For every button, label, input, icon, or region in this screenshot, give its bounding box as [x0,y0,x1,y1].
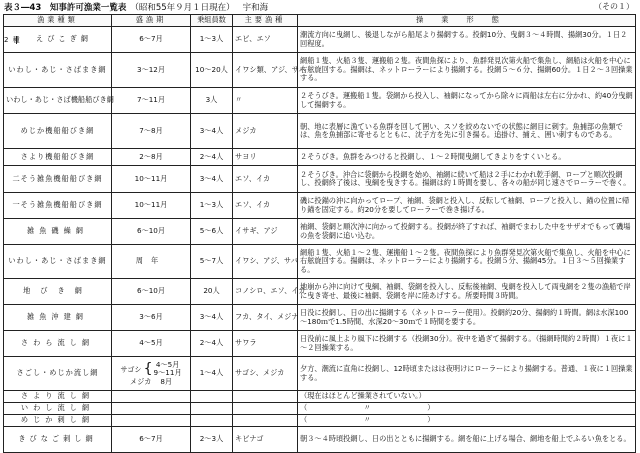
fishery-type: きびなご刺し網 [4,427,112,453]
main-catch: サヨリ [233,149,298,166]
table-row [4,166,636,193]
crew-count [191,403,233,415]
table-row [4,245,636,279]
operation-description: （現在はほとんど操業されていない。） [298,391,636,403]
operation-description: ２そうびき。魚群をみつけると投網し、１～２時間曳網してきよりをすくいとる。 [298,149,636,166]
season [112,391,191,403]
title-text: 表３―43 知事許可漁業一覧表 [4,3,127,13]
col-period: 盛漁期 [112,15,191,27]
crew-count: 2～4人 [191,331,233,357]
table-row [4,193,636,219]
table-row [4,305,636,331]
operation-description: 網船１隻、火船１～２隻、運搬船１～２隻。夜間魚探により魚群発見次第火船で集魚し、火船を中心に右舷旋回する。揚網は、ネットローラーにより揚網する。投網５分、揚網45分。１日３～５回操業する。 [298,245,636,279]
season: 6～10月 [112,219,191,245]
season: 10～11月 [112,166,191,193]
table-row [4,219,636,245]
season-split [114,361,188,386]
main-catch: フカ、タイ、メジナ [233,305,298,331]
fishery-type: 二そう雑魚機船船びき網 [4,166,112,193]
crew-count: 3～4人 [191,114,233,149]
table-row [4,27,636,53]
col-type: 漁業種類 [4,15,112,27]
season: 2～8月 [112,149,191,166]
col-fish: 主要漁種 [233,15,298,27]
table-row [4,427,636,453]
table-row [4,403,636,415]
main-catch: イサギ、アジ [233,219,298,245]
fishery-type: 地びき網 [4,279,112,305]
season-label-sagoshi: サゴシ [120,364,142,374]
paren-open: （ [300,415,308,425]
crew-count: 1～3人 [191,193,233,219]
main-catch: エソ、イカ [233,166,298,193]
season-sagoshi-1: 4～5月 [155,360,180,369]
crew-count: 3～4人 [191,305,233,331]
main-catch: 〃 [233,88,298,114]
season-sagoshi-2: 9～11月 [153,368,182,377]
table-row [4,357,636,391]
operation-description: ２そうびき。沖合に袋網から投網を始め、袖網に続いて船は２手にわかれ乾手網、ロープと順次投網し、投網終了後は、曳綱を曳きする。揚網は約１時間を要し、各々の船が同じ速さでローラーで巻く。 [298,166,636,193]
col-description: 操業形態 [298,15,636,27]
table-row [4,149,636,166]
fishery-type: 雑魚沖建網 [4,305,112,331]
operation-description: 磯に投錨の沖に向かってロープ、袖網、袋網と投入し、反転して袖網、ロープと投入し、錨の位置に帰り錨を固定する。約20分を要してローラーで巻き揚げる。 [298,193,636,219]
fishery-type: いわし・あじ・さば機船船びき網 [4,88,112,114]
season: 6～7月 [112,427,191,453]
operation-description: 袖網、袋網と順次沖に向かって投網する。投網が終了すれば、袖網でまわした中をサザオでもって磯場の魚を袋網に追い込む。 [298,219,636,245]
season: 7～11月 [112,88,191,114]
operation-description: 地崩から沖に向けて曳綱、袖網、袋網を投入し、反転後袖網、曳網を投入して両曳網を２隻の漁船で岸に曳き寄せ、最後に袖網、袋網を岸に陸あげする。所要時間３時間。 [298,279,636,305]
main-catch: コノシロ、エソ、イカ [233,279,298,305]
table-row [4,53,636,88]
fishery-type: めじか機船船びき網 [4,114,112,149]
ditto-mark: 〃 [363,403,371,413]
table-row [4,88,636,114]
class-number: 2 種 [4,35,21,44]
fishery-type: いわし・あじ・さばまき網 [4,245,112,279]
operation-description [298,403,636,415]
table-row [4,114,636,149]
fishery-type: さわら流し網 [4,331,112,357]
main-catch [233,415,298,427]
season: 3～12月 [112,53,191,88]
operation-description: 日没に投網し、日の出に揚網する（ネットローラー使用）。投網約20分、揚網約１時間。網は水深100～180ｍで1.5時間、水深20～30ｍで１時間を要する。 [298,305,636,331]
fishery-type: いわし・あじ・さばまき網 [4,53,112,88]
table-subtitle: （昭和55年９月１日現在） [130,3,235,13]
brace-icon: { [143,361,153,377]
operation-description: 朝、地に表層に漁ている魚群を回して囲い、スソを絞めないでの状態に網目に刺す。魚捕部の魚類では、魚を魚捕部に寄せるとともに、沈子方を先に引き揚る。追掛け、捕え、囲い刺すものである。 [298,114,636,149]
operation-description [298,415,636,427]
season: 7～8月 [112,114,191,149]
crew-count: 5～6人 [191,219,233,245]
fishery-type [4,27,112,53]
season-mejika: 8月 [160,377,173,386]
main-catch: エソ、イカ [233,193,298,219]
season [112,403,191,415]
fishery-type: 一そう雑魚機船船びき網 [4,193,112,219]
main-catch: イワシ、アジ、サバ [233,245,298,279]
operation-description: 潮流方向に曳網し、後退しながら船尾より揚網する。投網10分、曳網３～４時間、揚網30分。１日２回程度。 [298,27,636,53]
fishery-type: さより機船船びき網 [4,149,112,166]
crew-count [191,415,233,427]
crew-count: 20人 [191,279,233,305]
fishery-type-name: えびこぎ網 [36,34,92,44]
operation-description: 日没前に風上より風下に投網する（投網30分）。夜中を過ぎて揚網する。（揚網時間約２時間）１夜に１～２回操業する。 [298,331,636,357]
operation-description: 朝３～４時頃投網し、日の出とともに揚網する。網を船に上げる場合、網地を船上でふるい魚をとる。 [298,427,636,453]
crew-count: 1～3人 [191,27,233,53]
table-region: 宇和海 [242,3,269,13]
main-catch [233,403,298,415]
table-row [4,415,636,427]
season: 3～6月 [112,305,191,331]
crew-count [191,391,233,403]
crew-count: 2～4人 [191,149,233,166]
operation-description: 夕方、潮流に直角に投網し、12時頃またはは夜明けにローラーにより揚網する。普通、１夜に１回操業する。 [298,357,636,391]
table-row [4,331,636,357]
crew-count: 1～4人 [191,357,233,391]
crew-count: 5～7人 [191,245,233,279]
paren-close: ） [427,415,435,425]
main-catch: キビナゴ [233,427,298,453]
season [112,415,191,427]
table-row [4,279,636,305]
main-catch: サゴシ、メジカ [233,357,298,391]
table-title [4,1,268,13]
header-row [4,15,636,27]
crew-count: 3～4人 [191,166,233,193]
season: 6～10月 [112,279,191,305]
ditto-mark: 〃 [363,415,371,425]
season [112,357,191,391]
paren-open: （ [300,403,308,413]
main-catch: メジカ [233,114,298,149]
season: 周年 [112,245,191,279]
fishery-type: 雑魚磯繰網 [4,219,112,245]
table-header [0,0,640,13]
season: 4～5月 [112,331,191,357]
fishery-type: いわし流し網 [4,403,112,415]
col-crew: 乗組員数 [191,15,233,27]
crew-count: 10～20人 [191,53,233,88]
season-label-mejika: メジカ [129,377,152,386]
main-catch: エビ、エソ [233,27,298,53]
main-catch: サワラ [233,331,298,357]
main-catch: イワシ類、アジ、サバ [233,53,298,88]
table-row [4,391,636,403]
fishery-type: めじか刺し網 [4,415,112,427]
crew-count: 3人 [191,88,233,114]
fishery-type: さごし・めじか流し網 [4,357,112,391]
crew-count: 2～3人 [191,427,233,453]
paren-close: ） [427,403,435,413]
fishery-table [3,14,636,453]
main-catch [233,391,298,403]
operation-description: ２そうびき。運搬船１隻。袋網から投入し、袖網になってから除々に両船は左右に分かれ、約40分曳網して揚網する。 [298,88,636,114]
operation-description: 網船１隻、火船３隻、運搬船２隻。夜間魚探により、魚群発見次第火船で集魚し、網船は火船を中心に右舷旋回する。揚網は、ネットローラーにより揚網する。投網５～６分、揚網60分。１日２～３回操業する。 [298,53,636,88]
season: 10～11月 [112,193,191,219]
page-number: （その１） [594,2,634,11]
fishery-type: さより流し網 [4,391,112,403]
season: 6～7月 [112,27,191,53]
